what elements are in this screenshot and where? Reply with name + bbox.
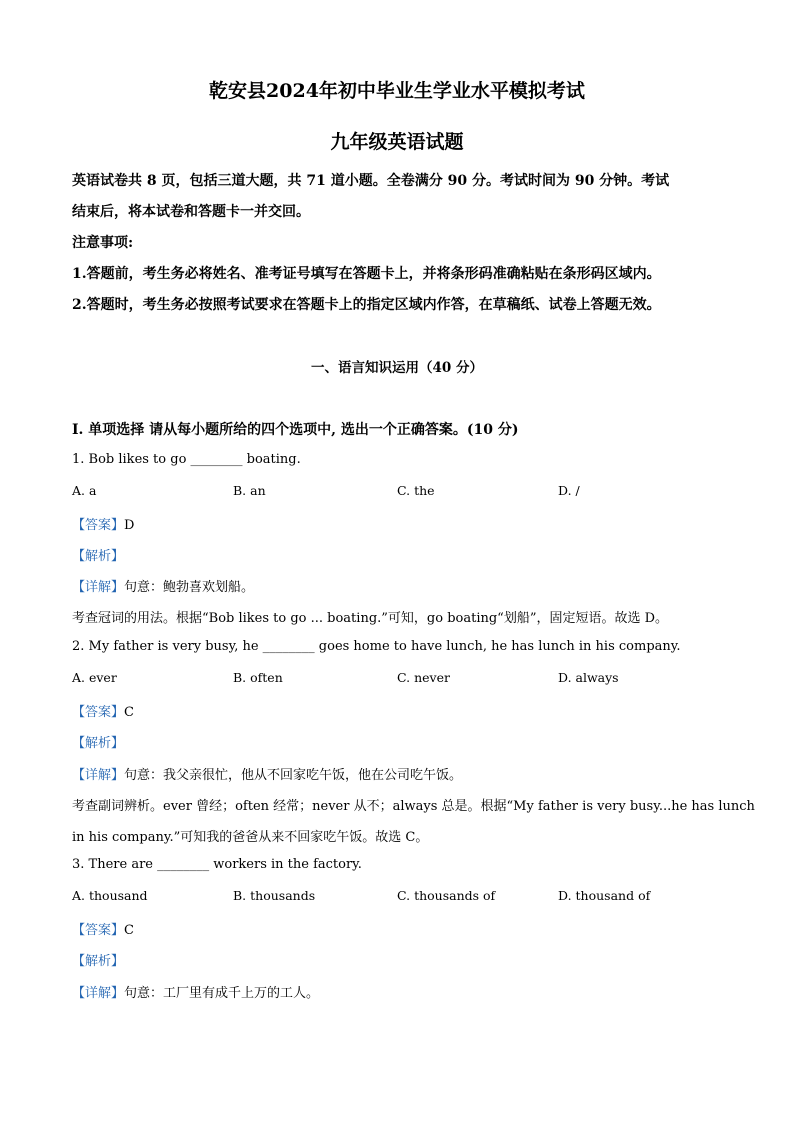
question-stem: 1. Bob likes to go ________ boating. <box>72 452 301 467</box>
option-a: A. ever <box>72 670 117 685</box>
intro-line-1: 英语试卷共 8 页，包括三道大题，共 71 道小题。全卷满分 90 分。考试时间为 90 分钟。考试 <box>72 173 670 189</box>
explanation-text: 考查副词辨析。ever 曾经；often 经常；never 从不；always 总是。根据“My father is very busy...he has lunch <box>72 799 755 814</box>
option-b: B. an <box>233 483 266 498</box>
detail-line <box>72 982 319 1001</box>
answer-line <box>72 701 134 720</box>
section-heading: 一、语言知识运用（40 分） <box>311 360 483 376</box>
detail-label: 【详解】 <box>72 768 125 783</box>
question-stem: 3. There are ________ workers in the factory. <box>72 857 362 872</box>
answer-value: C <box>124 923 134 938</box>
option-d: D. thousand of <box>558 888 651 903</box>
notice-title: 注意事项: <box>72 235 134 251</box>
exam-subtitle: 九年级英语试题 <box>330 131 464 153</box>
answer-line <box>72 919 134 938</box>
option-d: D. / <box>558 483 580 498</box>
detail-text: 句意：工厂里有成千上万的工人。 <box>124 986 320 1001</box>
detail-text: 句意：我父亲很忙，他从不回家吃午饭，他在公司吃午饭。 <box>124 768 463 783</box>
detail-line <box>72 764 462 783</box>
exam-title: 乾安县2024年初中毕业生学业水平模拟考试 <box>209 80 585 102</box>
option-b: B. often <box>233 670 283 685</box>
detail-label: 【详解】 <box>72 580 125 595</box>
explanation-text: 考查冠词的用法。根据“Bob likes to go ... boating.”可知，go boating“划船”，固定短语。故选 D。 <box>72 611 669 626</box>
analysis-label: 【解析】 <box>72 736 125 751</box>
intro-line-2: 结束后，将本试卷和答题卡一并交回。 <box>72 204 310 220</box>
answer-label: 【答案】 <box>72 923 125 938</box>
analysis-label: 【解析】 <box>72 954 125 969</box>
notice-2: 2.答题时，考生务必按照考试要求在答题卡上的指定区域内作答，在草稿纸、试卷上答题无效。 <box>72 297 661 313</box>
notice-1: 1.答题前，考生务必将姓名、准考证号填写在答题卡上，并将条形码准确粘贴在条形码区域内。 <box>72 266 661 282</box>
detail-label: 【详解】 <box>72 986 125 1001</box>
answer-value: C <box>124 705 134 720</box>
option-a: A. a <box>72 483 97 498</box>
analysis-label: 【解析】 <box>72 549 125 564</box>
option-c: C. the <box>397 483 435 498</box>
question-stem: 2. My father is very busy, he ________ goes home to have lunch, he has lunch in his company. <box>72 639 681 654</box>
explanation-text: in his company.”可知我的爸爸从来不回家吃午饭。故选 C。 <box>72 830 429 845</box>
option-b: B. thousands <box>233 888 316 903</box>
option-d: D. always <box>558 670 619 685</box>
answer-label: 【答案】 <box>72 518 125 533</box>
option-a: A. thousand <box>72 888 148 903</box>
option-c: C. thousands of <box>397 888 496 903</box>
answer-label: 【答案】 <box>72 705 125 720</box>
option-c: C. never <box>397 670 450 685</box>
detail-line <box>72 576 254 595</box>
answer-line <box>72 514 134 533</box>
part-heading: I. 单项选择 请从每小题所给的四个选项中, 选出一个正确答案。(10 分) <box>72 422 519 438</box>
detail-text: 句意：鲍勃喜欢划船。 <box>124 580 255 595</box>
answer-value: D <box>124 518 135 533</box>
